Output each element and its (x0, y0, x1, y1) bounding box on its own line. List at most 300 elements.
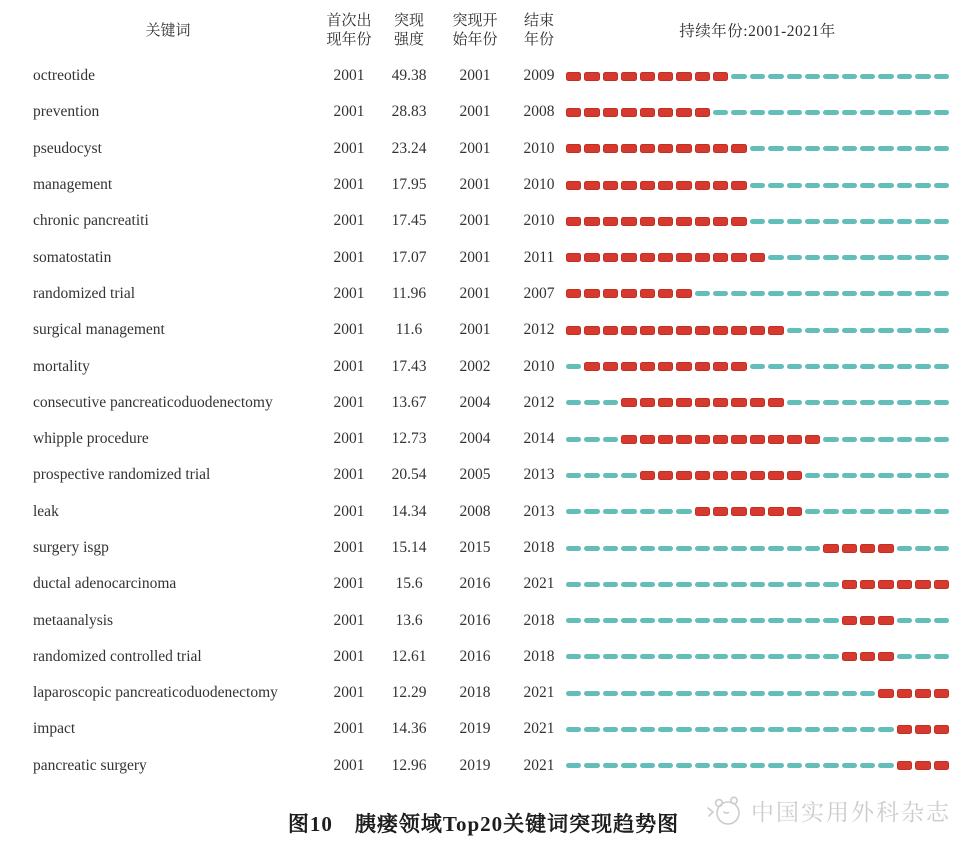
normal-segment (842, 328, 857, 333)
normal-segment (878, 328, 893, 333)
burst-segment (713, 362, 728, 371)
table-row (0, 494, 967, 530)
burst-timeline-bar (566, 566, 949, 602)
normal-segment (695, 727, 710, 732)
burst-start-cell: 2001 (459, 67, 491, 85)
normal-segment (768, 582, 783, 587)
strength-cell: 13.6 (395, 611, 423, 629)
normal-segment (897, 509, 912, 514)
keyword-cell: ductal adenocarcinoma (33, 575, 177, 593)
normal-segment (842, 219, 857, 224)
normal-segment (805, 219, 820, 224)
normal-segment (823, 437, 838, 442)
normal-segment (750, 110, 765, 115)
burst-segment (658, 72, 673, 81)
first-year-cell: 2001 (333, 212, 365, 230)
normal-segment (731, 618, 746, 623)
normal-segment (640, 582, 655, 587)
normal-segment (805, 618, 820, 623)
normal-segment (566, 763, 581, 768)
burst-start-cell: 2019 (459, 720, 491, 738)
normal-segment (787, 255, 802, 260)
first-year-cell: 2001 (333, 684, 365, 702)
normal-segment (897, 473, 912, 478)
burst-segment (658, 398, 673, 407)
burst-start-cell: 2008 (459, 502, 491, 520)
normal-segment (842, 437, 857, 442)
normal-segment (787, 763, 802, 768)
first-year-cell: 2001 (333, 647, 365, 665)
normal-segment (695, 291, 710, 296)
normal-segment (603, 509, 618, 514)
burst-segment (842, 544, 857, 553)
table-row (0, 530, 967, 566)
burst-timeline-bar (566, 639, 949, 675)
normal-segment (897, 74, 912, 79)
burst-end-cell: 2012 (523, 321, 555, 339)
normal-segment (640, 546, 655, 551)
burst-start-cell: 2001 (459, 284, 491, 302)
burst-end-cell: 2018 (523, 611, 555, 629)
normal-segment (860, 763, 875, 768)
table-row (0, 711, 967, 747)
normal-segment (621, 509, 636, 514)
normal-segment (621, 691, 636, 696)
normal-segment (713, 654, 728, 659)
table-header (0, 8, 967, 54)
strength-cell: 12.29 (391, 684, 427, 702)
normal-segment (731, 546, 746, 551)
normal-segment (750, 291, 765, 296)
normal-segment (787, 546, 802, 551)
normal-segment (787, 618, 802, 623)
normal-segment (934, 219, 949, 224)
normal-segment (787, 582, 802, 587)
normal-segment (787, 328, 802, 333)
normal-segment (842, 691, 857, 696)
normal-segment (805, 727, 820, 732)
normal-segment (787, 110, 802, 115)
burst-segment (676, 217, 691, 226)
normal-segment (750, 183, 765, 188)
burst-segment (676, 144, 691, 153)
normal-segment (640, 691, 655, 696)
burst-segment (584, 72, 599, 81)
normal-segment (750, 364, 765, 369)
normal-segment (915, 219, 930, 224)
burst-segment (676, 326, 691, 335)
normal-segment (768, 255, 783, 260)
normal-segment (878, 183, 893, 188)
normal-segment (842, 74, 857, 79)
burst-segment (566, 217, 581, 226)
normal-segment (750, 219, 765, 224)
burst-end-cell: 2010 (523, 357, 555, 375)
normal-segment (676, 763, 691, 768)
normal-segment (934, 546, 949, 551)
burst-segment (676, 181, 691, 190)
burst-segment (603, 181, 618, 190)
normal-segment (878, 110, 893, 115)
normal-segment (805, 146, 820, 151)
normal-segment (750, 727, 765, 732)
burst-segment (750, 253, 765, 262)
burst-segment (731, 326, 746, 335)
burst-timeline-bar (566, 239, 949, 275)
burst-segment (731, 507, 746, 516)
normal-segment (768, 364, 783, 369)
table-row (0, 58, 967, 94)
normal-segment (768, 763, 783, 768)
strength-cell: 49.38 (391, 67, 427, 85)
burst-segment (621, 108, 636, 117)
normal-segment (621, 582, 636, 587)
normal-segment (750, 763, 765, 768)
burst-segment (584, 144, 599, 153)
burst-segment (915, 689, 930, 698)
burst-segment (603, 217, 618, 226)
burst-segment (676, 398, 691, 407)
table-row (0, 276, 967, 312)
burst-segment (584, 217, 599, 226)
first-year-cell: 2001 (333, 176, 365, 194)
normal-segment (584, 763, 599, 768)
first-year-cell: 2001 (333, 720, 365, 738)
burst-segment (860, 580, 875, 589)
table-row (0, 385, 967, 421)
normal-segment (566, 654, 581, 659)
normal-segment (897, 255, 912, 260)
normal-segment (934, 400, 949, 405)
burst-segment (695, 362, 710, 371)
keyword-cell: chronic pancreatiti (33, 212, 149, 230)
strength-cell: 15.6 (395, 575, 423, 593)
burst-end-cell: 2008 (523, 103, 555, 121)
normal-segment (787, 400, 802, 405)
burst-segment (640, 72, 655, 81)
burst-timeline-bar (566, 602, 949, 638)
burst-segment (768, 435, 783, 444)
normal-segment (621, 618, 636, 623)
burst-segment (695, 253, 710, 262)
normal-segment (878, 219, 893, 224)
normal-segment (603, 473, 618, 478)
normal-segment (897, 364, 912, 369)
burst-segment (695, 108, 710, 117)
burst-segment (640, 108, 655, 117)
normal-segment (713, 727, 728, 732)
burst-segment (787, 507, 802, 516)
normal-segment (787, 654, 802, 659)
normal-segment (566, 509, 581, 514)
normal-segment (584, 473, 599, 478)
normal-segment (805, 328, 820, 333)
burst-segment (731, 181, 746, 190)
header-burst-start (438, 12, 512, 50)
normal-segment (823, 582, 838, 587)
table-row (0, 421, 967, 457)
normal-segment (860, 364, 875, 369)
burst-start-cell: 2018 (459, 684, 491, 702)
normal-segment (823, 110, 838, 115)
burst-segment (640, 289, 655, 298)
header-burst-strength (380, 12, 438, 50)
normal-segment (658, 727, 673, 732)
burst-segment (658, 362, 673, 371)
normal-segment (768, 146, 783, 151)
burst-segment (787, 471, 802, 480)
burst-segment (878, 652, 893, 661)
normal-segment (695, 654, 710, 659)
journal-logo-icon (704, 794, 746, 828)
table-row (0, 203, 967, 239)
normal-segment (603, 727, 618, 732)
normal-segment (878, 400, 893, 405)
normal-segment (860, 219, 875, 224)
normal-segment (934, 146, 949, 151)
burst-segment (750, 398, 765, 407)
burst-segment (768, 326, 783, 335)
normal-segment (787, 364, 802, 369)
normal-segment (640, 763, 655, 768)
table-row (0, 239, 967, 275)
normal-segment (731, 654, 746, 659)
normal-segment (860, 183, 875, 188)
burst-end-cell: 2013 (523, 502, 555, 520)
burst-segment (658, 144, 673, 153)
normal-segment (842, 763, 857, 768)
normal-segment (934, 364, 949, 369)
burst-timeline-bar (566, 530, 949, 566)
burst-segment (878, 689, 893, 698)
table-row (0, 748, 967, 784)
normal-segment (897, 110, 912, 115)
header-keyword (18, 22, 318, 41)
normal-segment (878, 727, 893, 732)
burst-segment (621, 435, 636, 444)
burst-start-cell: 2016 (459, 647, 491, 665)
burst-segment (566, 289, 581, 298)
strength-cell: 17.45 (391, 212, 427, 230)
burst-segment (640, 435, 655, 444)
burst-timeline-bar (566, 58, 949, 94)
normal-segment (640, 727, 655, 732)
burst-segment (640, 326, 655, 335)
normal-segment (823, 328, 838, 333)
burst-segment (787, 435, 802, 444)
normal-segment (823, 219, 838, 224)
normal-segment (584, 437, 599, 442)
normal-segment (934, 618, 949, 623)
header-keyword-label: 关键词 (145, 22, 191, 39)
normal-segment (566, 364, 581, 369)
burst-segment (695, 398, 710, 407)
normal-segment (823, 691, 838, 696)
strength-cell: 14.34 (391, 502, 427, 520)
normal-segment (695, 618, 710, 623)
normal-segment (584, 582, 599, 587)
burst-timeline-bar (566, 748, 949, 784)
burst-segment (897, 580, 912, 589)
burst-segment (750, 326, 765, 335)
burst-segment (603, 253, 618, 262)
first-year-cell: 2001 (333, 139, 365, 157)
normal-segment (603, 654, 618, 659)
normal-segment (934, 183, 949, 188)
burst-end-cell: 2007 (523, 284, 555, 302)
burst-segment (584, 108, 599, 117)
normal-segment (823, 183, 838, 188)
normal-segment (842, 291, 857, 296)
normal-segment (915, 654, 930, 659)
header-end-year-line1: 结束 (523, 13, 554, 29)
figure-caption-text: 胰瘘领域Top20关键词突现趋势图 (354, 811, 680, 836)
burst-segment (934, 689, 949, 698)
normal-segment (768, 727, 783, 732)
normal-segment (915, 546, 930, 551)
burst-segment (695, 217, 710, 226)
burst-segment (621, 362, 636, 371)
normal-segment (676, 691, 691, 696)
burst-segment (658, 289, 673, 298)
table-row (0, 675, 967, 711)
strength-cell: 17.07 (391, 248, 427, 266)
normal-segment (566, 400, 581, 405)
normal-segment (658, 691, 673, 696)
normal-segment (621, 654, 636, 659)
normal-segment (768, 219, 783, 224)
burst-segment (713, 398, 728, 407)
burst-segment (750, 435, 765, 444)
burst-segment (603, 72, 618, 81)
burst-end-cell: 2009 (523, 67, 555, 85)
header-first-year-line2: 现年份 (326, 32, 372, 48)
burst-segment (695, 471, 710, 480)
burst-segment (566, 144, 581, 153)
burst-segment (566, 181, 581, 190)
normal-segment (658, 618, 673, 623)
normal-segment (878, 74, 893, 79)
normal-segment (584, 546, 599, 551)
normal-segment (787, 183, 802, 188)
burst-segment (566, 72, 581, 81)
normal-segment (621, 727, 636, 732)
normal-segment (768, 691, 783, 696)
normal-segment (768, 291, 783, 296)
normal-segment (934, 328, 949, 333)
burst-segment (603, 144, 618, 153)
strength-cell: 12.96 (391, 756, 427, 774)
normal-segment (787, 691, 802, 696)
strength-cell: 23.24 (391, 139, 427, 157)
normal-segment (695, 691, 710, 696)
normal-segment (566, 582, 581, 587)
burst-segment (897, 689, 912, 698)
normal-segment (621, 763, 636, 768)
header-strength-line2: 强度 (393, 32, 424, 48)
burst-segment (640, 398, 655, 407)
normal-segment (566, 691, 581, 696)
normal-segment (823, 364, 838, 369)
burst-segment (603, 362, 618, 371)
normal-segment (934, 291, 949, 296)
burst-start-cell: 2016 (459, 611, 491, 629)
normal-segment (823, 618, 838, 623)
keyword-cell: randomized controlled trial (33, 647, 202, 665)
burst-end-cell: 2010 (523, 139, 555, 157)
normal-segment (915, 255, 930, 260)
normal-segment (676, 727, 691, 732)
table-row (0, 639, 967, 675)
normal-segment (842, 183, 857, 188)
burst-segment (750, 507, 765, 516)
normal-segment (915, 618, 930, 623)
normal-segment (787, 291, 802, 296)
burst-segment (823, 544, 838, 553)
normal-segment (805, 364, 820, 369)
normal-segment (934, 654, 949, 659)
keyword-cell: surgery isgp (33, 539, 109, 556)
normal-segment (787, 146, 802, 151)
burst-segment (566, 253, 581, 262)
burst-segment (878, 544, 893, 553)
normal-segment (915, 473, 930, 478)
burst-segment (658, 181, 673, 190)
normal-segment (878, 437, 893, 442)
normal-segment (713, 110, 728, 115)
strength-cell: 28.83 (391, 103, 427, 121)
normal-segment (878, 509, 893, 514)
caption-row (0, 800, 967, 848)
burst-segment (731, 362, 746, 371)
burst-segment (934, 725, 949, 734)
normal-segment (731, 110, 746, 115)
normal-segment (787, 74, 802, 79)
normal-segment (731, 582, 746, 587)
normal-segment (768, 654, 783, 659)
normal-segment (842, 110, 857, 115)
burst-end-cell: 2021 (523, 720, 555, 738)
burst-start-cell: 2005 (459, 466, 491, 484)
normal-segment (934, 437, 949, 442)
normal-segment (823, 291, 838, 296)
normal-segment (640, 509, 655, 514)
normal-segment (658, 546, 673, 551)
burst-segment (878, 616, 893, 625)
normal-segment (897, 546, 912, 551)
burst-segment (915, 725, 930, 734)
normal-segment (805, 110, 820, 115)
normal-segment (842, 255, 857, 260)
normal-segment (787, 219, 802, 224)
normal-segment (805, 291, 820, 296)
burst-segment (860, 616, 875, 625)
normal-segment (860, 727, 875, 732)
normal-segment (750, 74, 765, 79)
normal-segment (860, 110, 875, 115)
burst-segment (731, 435, 746, 444)
normal-segment (823, 727, 838, 732)
burst-end-cell: 2021 (523, 684, 555, 702)
header-burst-start-line2: 始年份 (452, 32, 498, 48)
burst-segment (713, 144, 728, 153)
burst-segment (695, 72, 710, 81)
table-row (0, 94, 967, 130)
normal-segment (713, 546, 728, 551)
burst-timeline-bar (566, 276, 949, 312)
normal-segment (584, 727, 599, 732)
burst-segment (584, 362, 599, 371)
